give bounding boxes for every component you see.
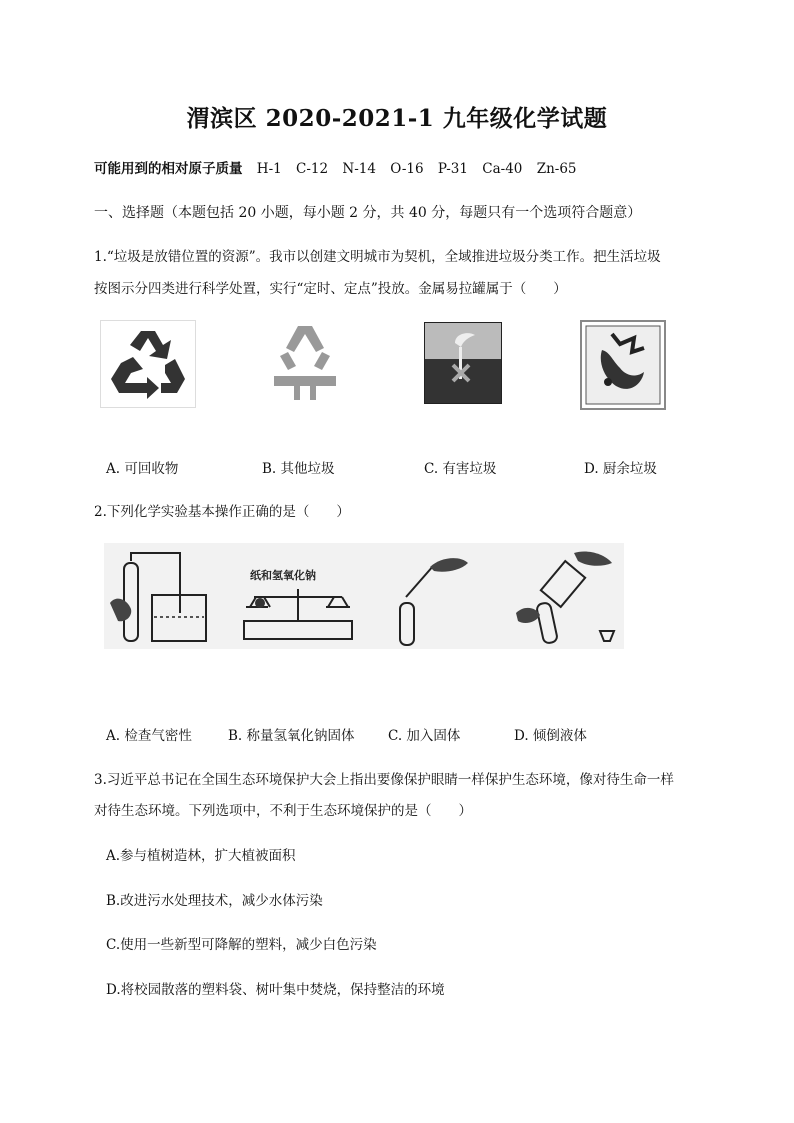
q1-option-d: D. 厨余垃圾 — [584, 461, 657, 477]
q1-option-a: A. 可回收物 — [106, 461, 179, 477]
q2-option-d: D. 倾倒液体 — [514, 728, 587, 744]
q1-option-c: C. 有害垃圾 — [424, 461, 497, 477]
question-3-line-1: 3.习近平总书记在全国生态环境保护大会上指出要像保护眼睛一样保护生态环境，像对待生命一样 — [94, 772, 674, 788]
page-title: 渭滨区 2020-2021-1 九年级化学试题 — [186, 105, 608, 132]
mass-item: H-1 — [256, 161, 282, 177]
q2-option-c: C. 加入固体 — [388, 728, 461, 744]
mass-item: Ca-40 — [482, 161, 523, 177]
section-heading: 一、选择题（本题包括 20 小题，每小题 2 分，共 40 分，每题只有一个选项符合题意） — [94, 205, 642, 221]
mass-item: O-16 — [390, 161, 424, 177]
recyclable-icon — [100, 320, 196, 408]
mass-item: N-14 — [342, 161, 376, 177]
question-2-stem: 2.下列化学实验基本操作正确的是（ ） — [94, 504, 350, 520]
q2-option-a: A. 检查气密性 — [106, 728, 192, 744]
mass-item: C-12 — [296, 161, 329, 177]
q3-option-d: D.将校园散落的塑料袋、树叶集中焚烧，保持整洁的环境 — [106, 982, 445, 998]
question-1-line-2: 按图示分四类进行科学处置，实行“定时、定点”投放。金属易拉罐属于（ ） — [94, 281, 567, 297]
question-1-line-1: 1.“垃圾是放错位置的资源”。我市以创建文明城市为契机，全域推进垃圾分类工作。把生活垃圾 — [94, 249, 661, 265]
hazardous-waste-icon — [424, 322, 502, 404]
other-waste-icon — [266, 320, 344, 406]
atomic-masses-label: 可能用到的相对原子质量 — [94, 161, 243, 177]
lab-operations-illustration — [104, 543, 624, 649]
atomic-masses-line — [94, 157, 587, 177]
q3-option-b: B.改进污水处理技术，减少水体污染 — [106, 893, 323, 909]
mass-item: P-31 — [437, 161, 468, 177]
mass-item: Zn-65 — [536, 161, 577, 177]
q3-option-c: C.使用一些新型可降解的塑料，减少白色污染 — [106, 937, 377, 953]
q3-option-a: A.参与植树造林，扩大植被面积 — [106, 848, 296, 864]
balance-caption: 纸和氢氧化钠 — [250, 569, 316, 582]
q2-option-b: B. 称量氢氧化钠固体 — [228, 728, 355, 744]
q1-option-b: B. 其他垃圾 — [262, 461, 335, 477]
kitchen-waste-icon — [580, 320, 666, 410]
question-3-line-2: 对待生态环境。下列选项中，不利于生态环境保护的是（ ） — [94, 803, 472, 819]
